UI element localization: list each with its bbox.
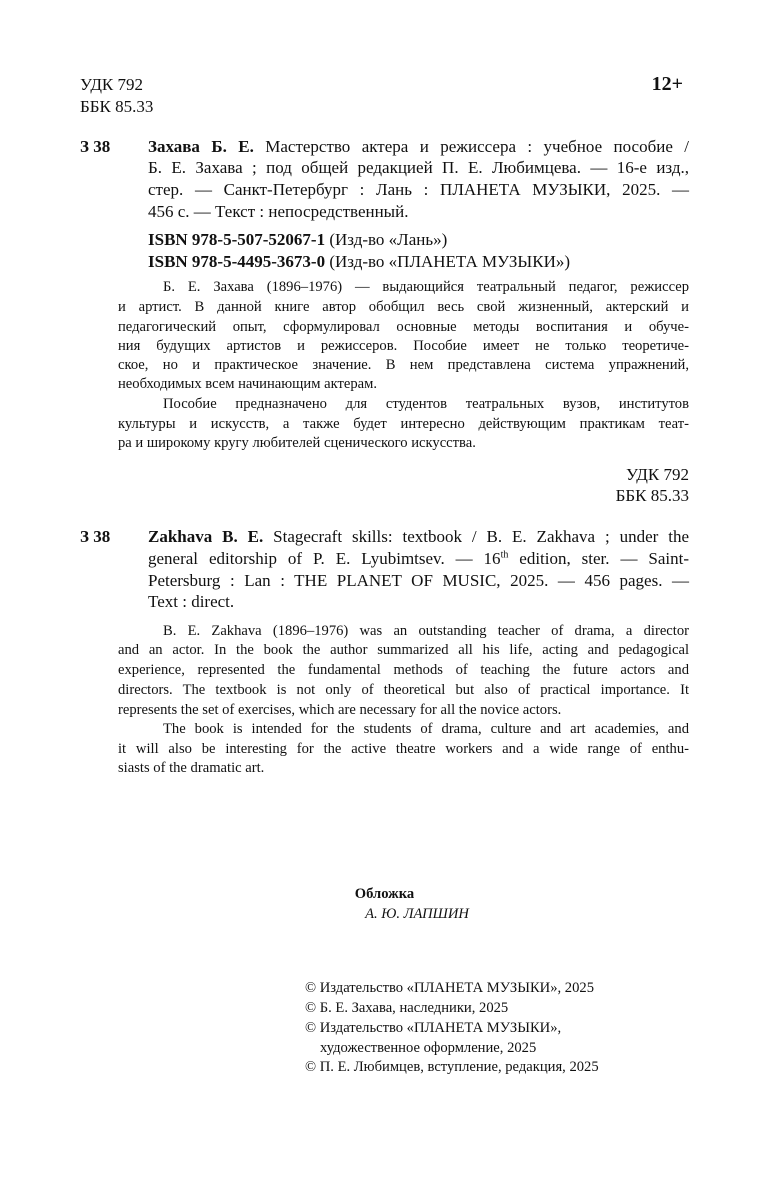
abstract-line: and an actor. In the book the author summarized all his life, acting and pedagogical xyxy=(118,642,689,658)
abstract-line: represents the set of exercises, which are necessary for all the novice actors. xyxy=(118,702,562,718)
ordinal-suffix: th xyxy=(500,549,509,561)
abstract-line: культуры и искусств, а также будет интересно действующим практикам теат- xyxy=(118,416,689,432)
copyright-line: © Издательство «ПЛАНЕТА МУЗЫКИ», xyxy=(305,1020,562,1036)
abstract-line: ния будущих артистов и режиссеров. Пособие имеет не только теоретиче- xyxy=(118,338,689,354)
abstract-line: необходимых всем начинающим актерам. xyxy=(118,376,377,392)
en-line-text: edition, ster. — Saint- xyxy=(508,549,689,568)
cover-artist: А. Ю. ЛАПШИН xyxy=(365,906,469,922)
abstract-line: B. E. Zakhava (1896–1976) was an outstanding teacher of drama, a director xyxy=(163,623,689,639)
ru-udk: УДК 792 xyxy=(625,465,689,484)
abstract-line: directors. The textbook is not only of theoretical but also of practical importance. It xyxy=(118,682,689,698)
ru-bbk: ББК 85.33 xyxy=(615,486,689,505)
en-title: Stagecraft skills: textbook / B. E. Zakhava ; under the xyxy=(273,527,689,546)
en-entry-line-3: Petersburg : Lan : THE PLANET OF MUSIC, 2025. — 456 pages. — xyxy=(148,571,689,590)
ru-entry-line-4: 456 с. — Текст : непосредственный. xyxy=(148,202,409,221)
en-author: Zakhava B. E. xyxy=(148,527,264,546)
udk-code: УДК 792 xyxy=(80,75,144,94)
copyright-line: художественное оформление, 2025 xyxy=(320,1040,537,1056)
en-entry-code: З 38 xyxy=(80,527,111,546)
abstract-line: Б. Е. Захава (1896–1976) — выдающийся театральный педагог, режиссер xyxy=(163,279,689,295)
abstract-line: The book is intended for the students of drama, culture and art academies, and xyxy=(163,721,689,737)
en-entry-line-1 xyxy=(148,527,689,547)
abstract-line: it will also be interesting for the active theatre workers and a wide range of enthu- xyxy=(118,741,689,757)
isbn-number: ISBN 978-5-507-52067-1 xyxy=(148,230,326,249)
copyright-line: © Б. Е. Захава, наследники, 2025 xyxy=(305,1000,509,1016)
ru-title: Мастерство актера и режиссера : учебное пособие / xyxy=(265,137,689,156)
copyright-line: © Издательство «ПЛАНЕТА МУЗЫКИ», 2025 xyxy=(305,980,594,996)
abstract-line: педагогический опыт, сформулировал основные методы воспитания и обуче- xyxy=(118,319,689,335)
abstract-line: ское, но и практическое значение. В нем представлена система упражнений, xyxy=(118,357,689,373)
isbn-planeta xyxy=(148,252,570,272)
isbn-publisher: (Изд-во «ПЛАНЕТА МУЗЫКИ») xyxy=(329,252,571,271)
abstract-line: и артист. В данной книге автор обобщил весь свой жизненный, актерский и xyxy=(118,299,689,315)
ru-entry-line-3: стер. — Санкт-Петербург : Лань : ПЛАНЕТА МУЗЫКИ, 2025. — xyxy=(148,180,689,199)
abstract-line: siasts of the dramatic art. xyxy=(118,760,265,776)
isbn-publisher: (Изд-во «Лань») xyxy=(329,230,448,249)
ru-entry-code: З 38 xyxy=(80,137,111,156)
en-line-text: general editorship of P. E. Lyubimtsev. — 16 xyxy=(148,549,501,568)
en-entry-line-2 xyxy=(148,549,689,569)
abstract-line: experience, represented the fundamental methods of teaching the future actors and xyxy=(118,662,689,678)
isbn-number: ISBN 978-5-4495-3673-0 xyxy=(148,252,326,271)
copyright-line: © П. Е. Любимцев, вступление, редакция, 2025 xyxy=(305,1059,599,1075)
bbk-code: ББК 85.33 xyxy=(80,97,154,116)
abstract-line: Пособие предназначено для студентов театральных вузов, институтов xyxy=(163,396,689,412)
en-entry-line-4: Text : direct. xyxy=(148,592,235,611)
ru-entry-line-1 xyxy=(148,137,689,157)
ru-author: Захава Б. Е. xyxy=(148,137,254,156)
cover-label: Обложка xyxy=(354,886,415,902)
ru-entry-line-2: Б. Е. Захава ; под общей редакцией П. Е. Любимцева. — 16-е изд., xyxy=(148,158,689,177)
abstract-line: ра и широкому кругу любителей сценического искусства. xyxy=(118,435,476,451)
isbn-lan xyxy=(148,230,447,250)
age-rating: 12+ xyxy=(651,73,683,95)
